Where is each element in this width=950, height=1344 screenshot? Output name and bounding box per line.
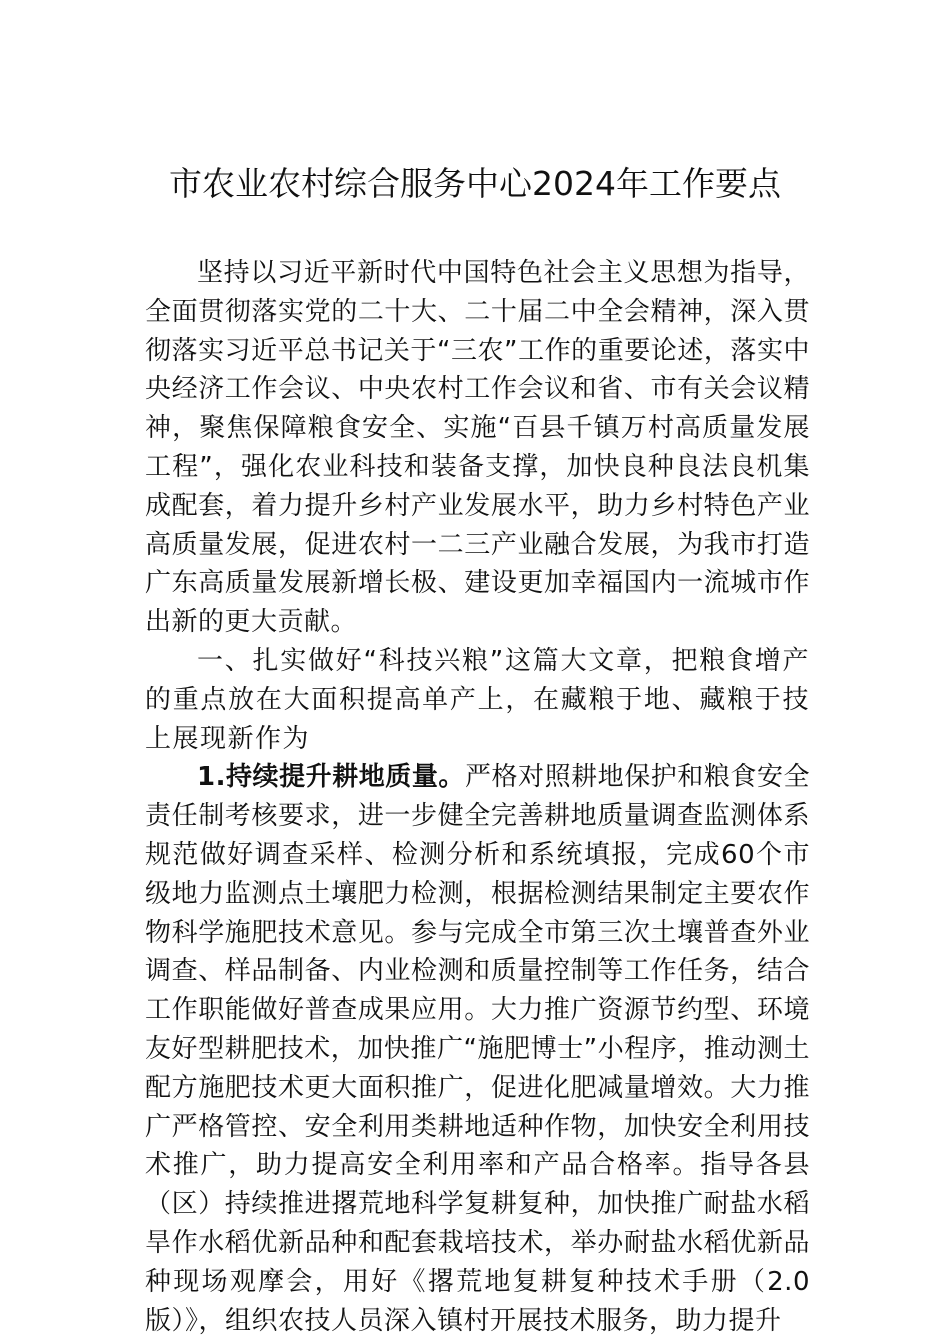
document-body <box>145 254 810 1340</box>
item-lead-1: 1.持续提升耕地质量。 <box>197 762 465 793</box>
item-paragraph-1 <box>145 758 810 1340</box>
section-heading-1: 一、扎实做好“科技兴粮”这篇大文章，把粮食增产的重点放在大面积提高单产上，在藏粮于地、藏粮于技上展现新作为 <box>145 645 810 754</box>
item-text-1: 严格对照耕地保护和粮食安全责任制考核要求，进一步健全完善耕地质量调查监测体系规范做好调查采样、检测分析和系统填报，完成60个市级地力监测点土壤肥力检测，根据检测结果制定主要农作物科学施肥技术意见。参与完成全市第三次土壤普查外业调查、样品制备、内业检测和质量控制等工作任务，结合工作职能做好普查成果应用。大力推广资源节约型、环境友好型耕肥技术，加快推广“施肥博士”小程序，推动测土配方施肥技术更大面积推广，促进化肥减量增效。大力推广严格管控、安全利用类耕地适种作物，加快安全利用技术推广，助力提高安全利用率和产品合格率。指导各县（区）持续推进撂荒地科学复耕复种，加快推广耐盐水稻旱作水稻优新品种和配套栽培技术，举办耐盐水稻优新品种现场观摩会，用好《撂荒地复耕复种技术手册（2.0版）》，组织农技人员深入镇村开展技术服务，助力提升 <box>145 762 810 1336</box>
intro-paragraph: 坚持以习近平新时代中国特色社会主义思想为指导，全面贯彻落实党的二十大、二十届二中全会精神，深入贯彻落实习近平总书记关于“三农”工作的重要论述，落实中央经济工作会议、中央农村工作会议和省、市有关会议精神，聚焦保障粮食安全、实施“百县千镇万村高质量发展工程”，强化农业科技和装备支撑，加快良种良法良机集成配套，着力提升乡村产业发展水平，助力乡村特色产业高质量发展，促进农村一二三产业融合发展，为我市打造广东高质量发展新增长极、建设更加幸福国内一流城市作出新的更大贡献。 <box>145 258 810 638</box>
document-title: 市农业农村综合服务中心2024年工作要点 <box>169 164 781 203</box>
